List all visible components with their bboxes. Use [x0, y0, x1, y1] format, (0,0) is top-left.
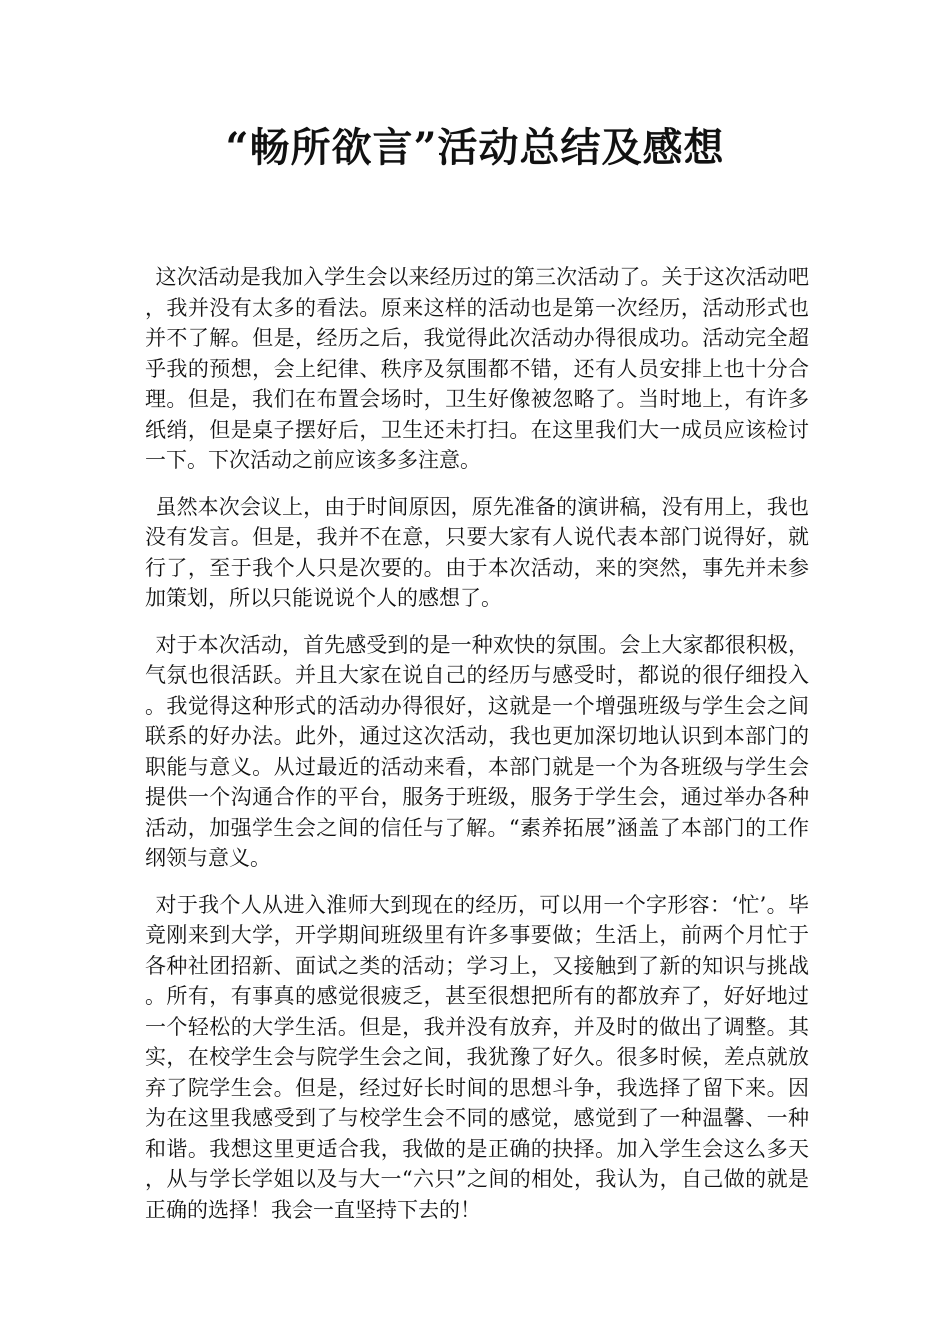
paragraph-3: 对于本次活动，首先感受到的是一种欢快的氛围。会上大家都很积极，气氛也很活跃。并且大家在说自己的经历与感受时，都说的很仔细投入。我觉得这种形式的活动办得很好，这就是一个增强班级与学生会之间联系的好办法。此外，通过这次活动，我也更加深切地认识到本部门的职能与意义。从过最近的活动来看，本部门就是一个为各班级与学生会提供一个沟通合作的平台，服务于班级，服务于学生会，通过举办各种活动，加强学生会之间的信任与了解。“素养拓展”涵盖了本部门的工作纲领与意义。 [145, 632, 809, 870]
document-title: “畅所欲言”活动总结及感想 [225, 124, 725, 171]
paragraph-2: 虽然本次会议上，由于时间原因，原先准备的演讲稿，没有用上，我也没有发言。但是，我并不在意，只要大家有人说代表本部门说得好，就行了，至于我个人只是次要的。由于本次活动，来的突然，事先并未参加策划，所以只能说说个人的感想了。 [145, 494, 809, 610]
paragraph-4: 对于我个人从进入淮师大到现在的经历，可以用一个字形容：‘忙’。毕竟刚来到大学，开学期间班级里有许多事要做；生活上，前两个月忙于各种社团招新、面试之类的活动；学习上，又接触到了新的知识与挑战。所有，有事真的感觉很疲乏，甚至很想把所有的都放弃了，好好地过一个轻松的大学生活。但是，我并没有放弃，并及时的做出了调整。其实，在校学生会与院学生会之间，我犹豫了好久。很多时候，差点就放弃了院学生会。但是，经过好长时间的思想斗争，我选择了留下来。因为在这里我感受到了与校学生会不同的感觉，感觉到了一种温馨、一种和谐。我想这里更适合我，我做的是正确的抉择。加入学生会这么多天，从与学长学姐以及与大一“六只”之间的相处，我认为，自己做的就是正确的选择！我会一直坚持下去的！ [145, 892, 809, 1222]
document-body [145, 262, 809, 1241]
paragraph-1: 这次活动是我加入学生会以来经历过的第三次活动了。关于这次活动吧，我并没有太多的看法。原来这样的活动也是第一次经历，活动形式也并不了解。但是，经历之后，我觉得此次活动办得很成功。活动完全超乎我的预想，会上纪律、秩序及氛围都不错，还有人员安排上也十分合理。但是，我们在布置会场时，卫生好像被忽略了。当时地上，有许多纸绡，但是桌子摆好后，卫生还未打扫。在这里我们大一成员应该检讨一下。下次活动之前应该多多注意。 [145, 265, 809, 472]
